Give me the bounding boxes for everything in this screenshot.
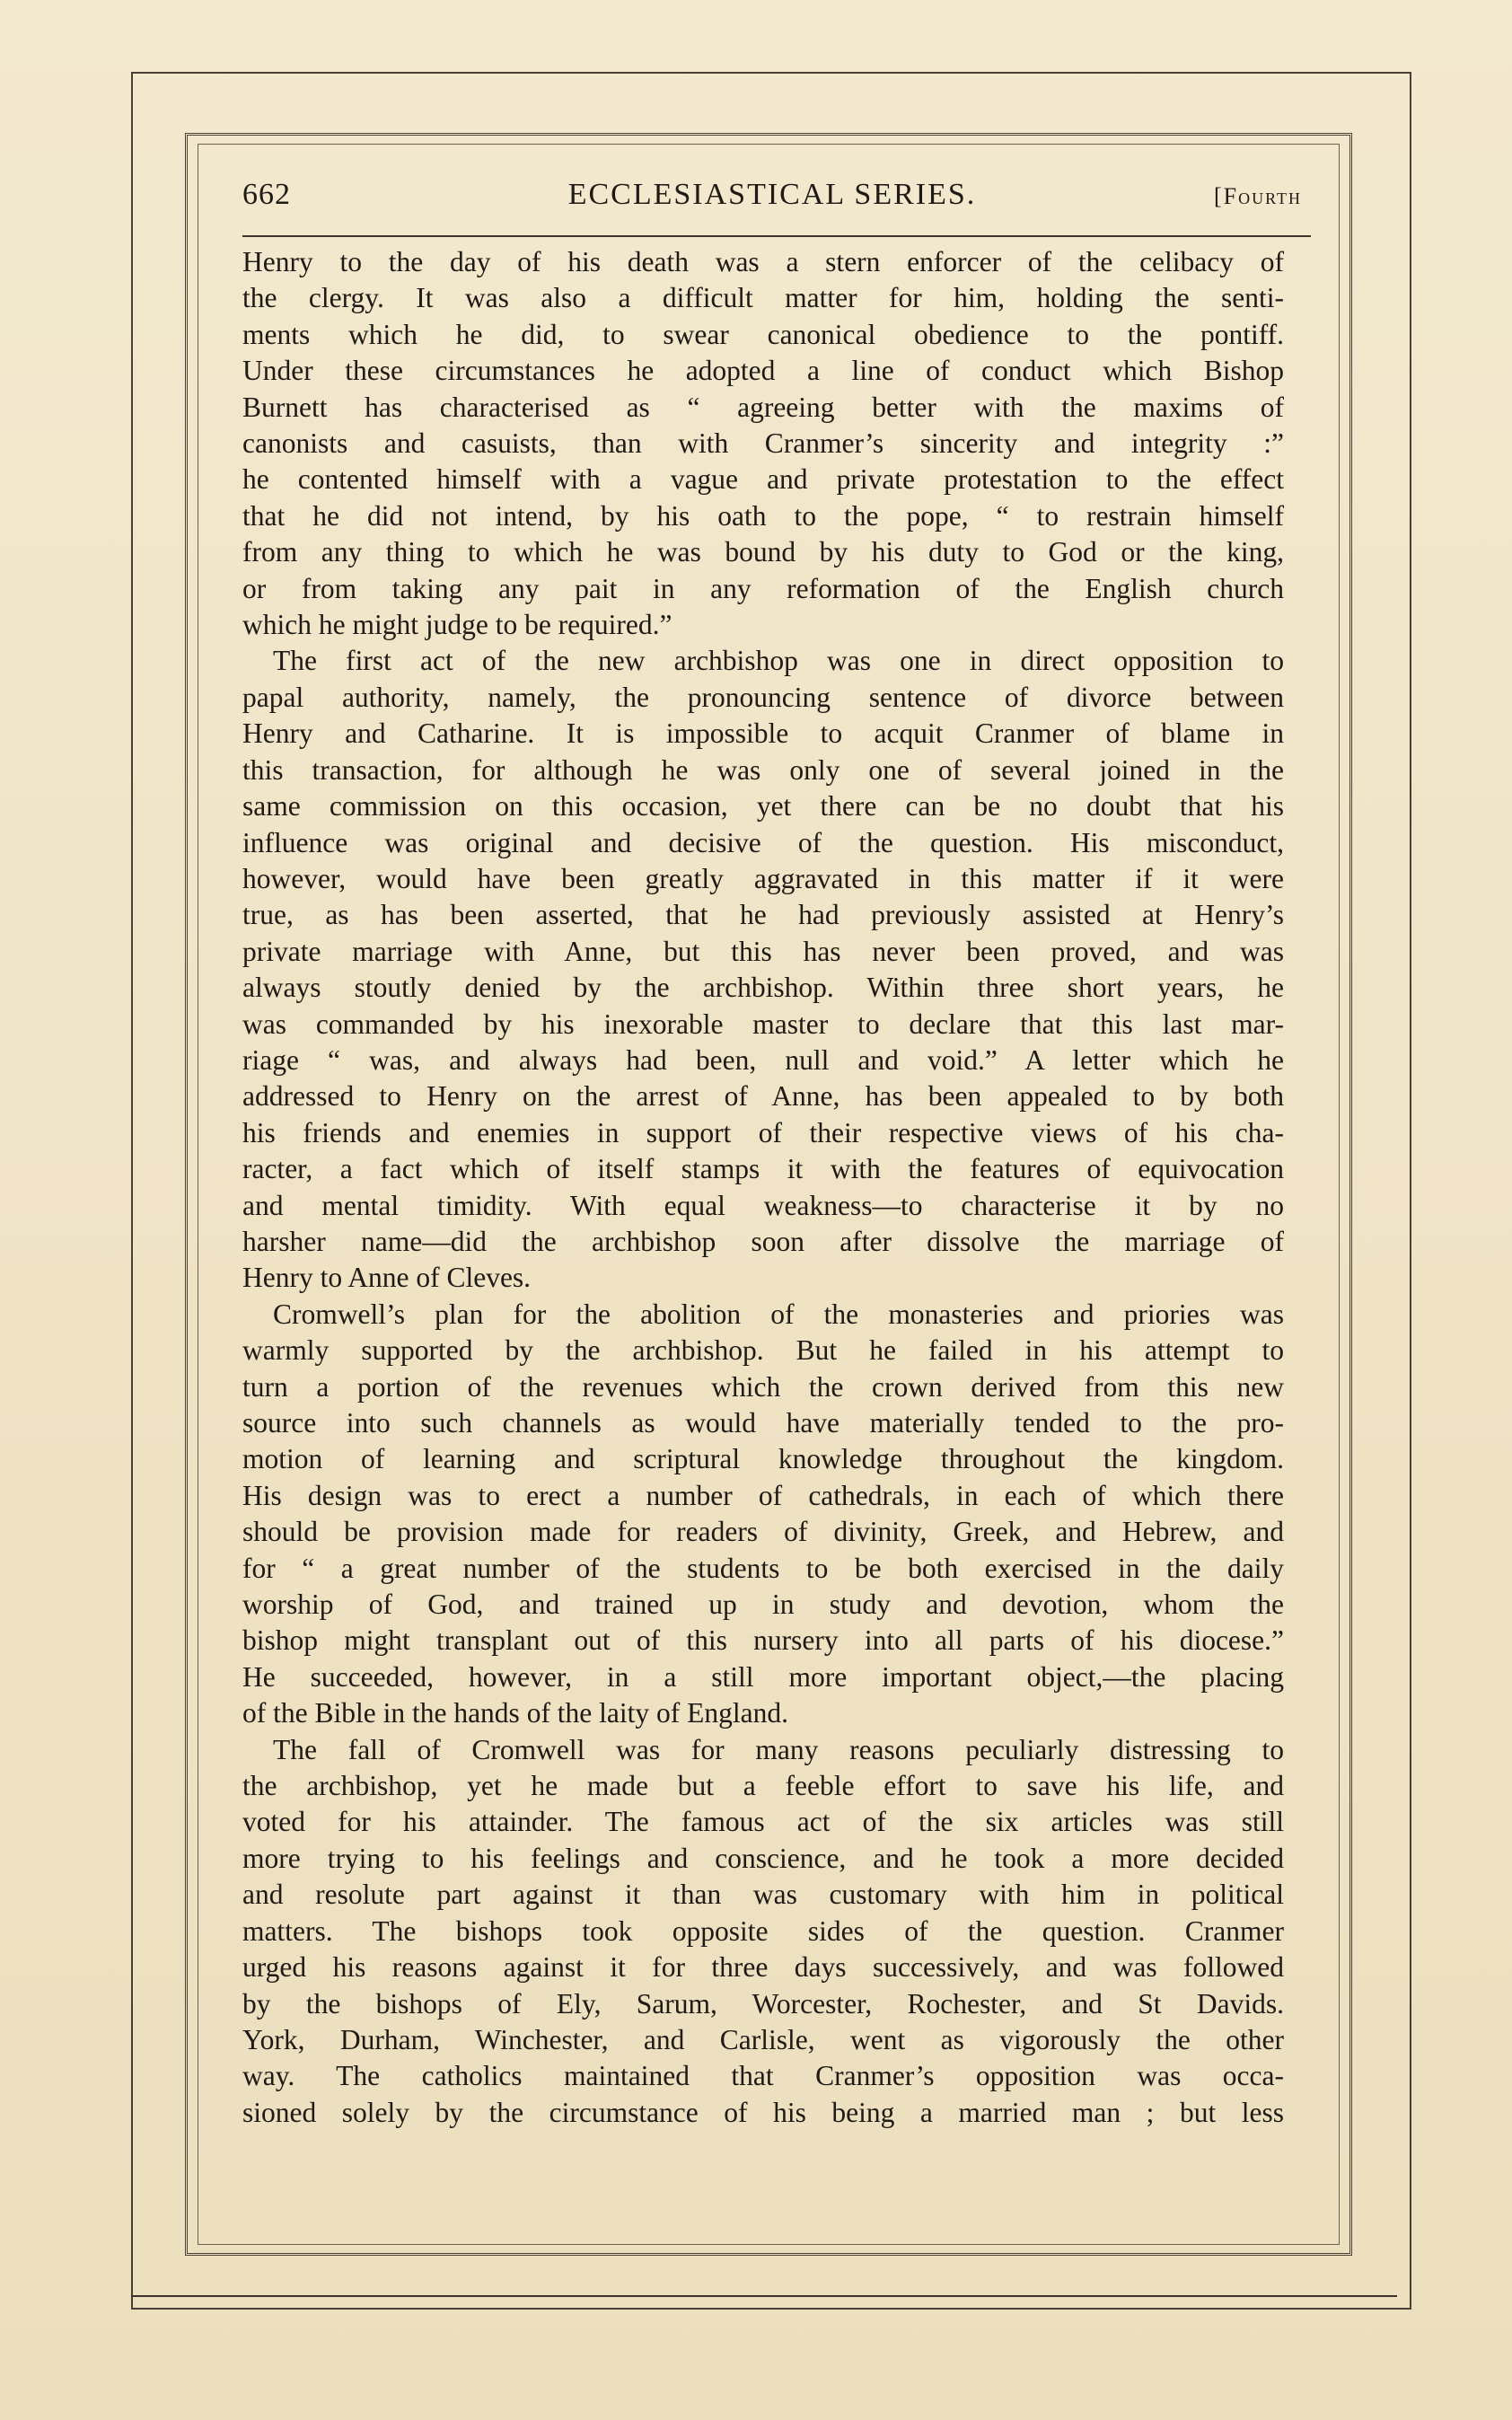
running-head-right: [Fourth xyxy=(1213,183,1302,209)
text-line: Cromwell’s plan for the abolition of the monasteries and priories was xyxy=(273,1298,1284,1330)
text-line: Burnett has characterised as “ agreeing better with the maxims of xyxy=(242,391,1284,423)
text-line: or from taking any pait in any reformation of the English church xyxy=(242,572,1284,604)
text-line: bishop might transplant out of this nursery into all parts of his diocese.” xyxy=(242,1624,1284,1657)
text-line: should be provision made for readers of divinity, Greek, and Hebrew, and xyxy=(242,1516,1284,1548)
text-line: worship of God, and trained up in study and devotion, whom the xyxy=(242,1588,1284,1621)
text-line: always stoutly denied by the archbishop. Within three short years, he xyxy=(242,972,1284,1004)
text-line: addressed to Henry on the arrest of Anne, has been appealed to by both xyxy=(242,1080,1284,1113)
text-line: Under these circumstances he adopted a line of conduct which Bishop xyxy=(242,355,1284,387)
text-line: and mental timidity. With equal weakness—to characterise it by no xyxy=(242,1189,1284,1221)
text-line: His design was to erect a number of cathedrals, in each of which there xyxy=(242,1479,1284,1511)
bottom-rule xyxy=(131,2295,1397,2297)
text-line: turn a portion of the revenues which the crown derived from this new xyxy=(242,1370,1284,1403)
running-title: ECCLESIASTICAL SERIES. xyxy=(567,178,977,211)
body-text xyxy=(242,244,1284,2131)
text-line: way. The catholics maintained that Cranmer’s opposition was occa- xyxy=(242,2060,1284,2092)
text-line: racter, a fact which of itself stamps it with the features of equivocation xyxy=(242,1153,1284,1185)
text-line: was commanded by his inexorable master to declare that this last mar- xyxy=(242,1008,1284,1040)
text-line: influence was original and decisive of the question. His misconduct, xyxy=(242,826,1284,858)
text-line: source into such channels as would have materially tended to the pro- xyxy=(242,1407,1284,1439)
text-line: and resolute part against it than was customary with him in political xyxy=(242,1879,1284,1911)
text-line: York, Durham, Winchester, and Carlisle, went as vigorously the other xyxy=(242,2023,1284,2055)
text-line: Henry to the day of his death was a stern enforcer of the celibacy of xyxy=(242,246,1284,277)
text-line: this transaction, for although he was only one of several joined in the xyxy=(242,753,1284,786)
text-line: warmly supported by the archbishop. But he failed in his attempt to xyxy=(242,1334,1284,1367)
text-line: canonists and casuists, than with Cranmer’s sincerity and integrity :” xyxy=(242,427,1284,460)
text-line: his friends and enemies in support of their respective views of his cha- xyxy=(242,1116,1284,1148)
text-line: true, as has been asserted, that he had previously assisted at Henry’s xyxy=(242,899,1284,931)
text-line: papal authority, namely, the pronouncing sentence of divorce between xyxy=(242,681,1284,713)
text-line: urged his reasons against it for three days successively, and was followed xyxy=(242,1951,1284,1984)
running-header xyxy=(242,178,1302,223)
text-line: by the bishops of Ely, Sarum, Worcester, Rochester, and St Davids. xyxy=(242,1987,1284,2020)
text-line: private marriage with Anne, but this has never been proved, and was xyxy=(242,935,1284,967)
text-line: of the Bible in the hands of the laity of England. xyxy=(242,1697,788,1729)
text-line: from any thing to which he was bound by his duty to God or the king, xyxy=(242,536,1284,568)
text-line: motion of learning and scriptural knowledge throughout the kingdom. xyxy=(242,1443,1284,1475)
text-line: Henry to Anne of Cleves. xyxy=(242,1262,532,1294)
text-line: harsher name—did the archbishop soon after dissolve the marriage of xyxy=(242,1225,1284,1257)
text-line: The first act of the new archbishop was one in direct opposition to xyxy=(273,645,1284,677)
text-line: which he might judge to be required.” xyxy=(242,609,672,641)
text-line: sioned solely by the circumstance of his being a married man ; but less xyxy=(242,2096,1284,2128)
text-line: more trying to his feelings and conscience, and he took a more decided xyxy=(242,1842,1284,1874)
text-line: Henry and Catharine. It is impossible to acquit Cranmer of blame in xyxy=(242,717,1284,750)
text-line: He succeeded, however, in a still more important object,—the placing xyxy=(242,1660,1284,1693)
text-line: riage “ was, and always had been, null and void.” A letter which he xyxy=(242,1043,1284,1076)
text-line: The fall of Cromwell was for many reasons peculiarly distressing to xyxy=(273,1733,1284,1765)
text-line: that he did not intend, by his oath to the pope, “ to restrain himself xyxy=(242,499,1284,532)
text-line: however, would have been greatly aggravated in this matter if it were xyxy=(242,862,1284,894)
text-line: voted for his attainder. The famous act of the six articles was still xyxy=(242,1806,1284,1838)
text-line: the archbishop, yet he made but a feeble effort to save his life, and xyxy=(242,1770,1284,1802)
text-line: he contented himself with a vague and private protestation to the effect xyxy=(242,463,1284,496)
text-line: the clergy. It was also a difficult matter for him, holding the senti- xyxy=(242,282,1284,314)
header-rule xyxy=(242,235,1311,237)
page-number: 662 xyxy=(242,178,291,211)
text-line: for “ a great number of the students to be both exercised in the daily xyxy=(242,1552,1284,1584)
text-line: same commission on this occasion, yet there can be no doubt that his xyxy=(242,790,1284,823)
text-line: ments which he did, to swear canonical obedience to the pontiff. xyxy=(242,318,1284,350)
text-line: matters. The bishops took opposite sides of the question. Cranmer xyxy=(242,1914,1284,1947)
